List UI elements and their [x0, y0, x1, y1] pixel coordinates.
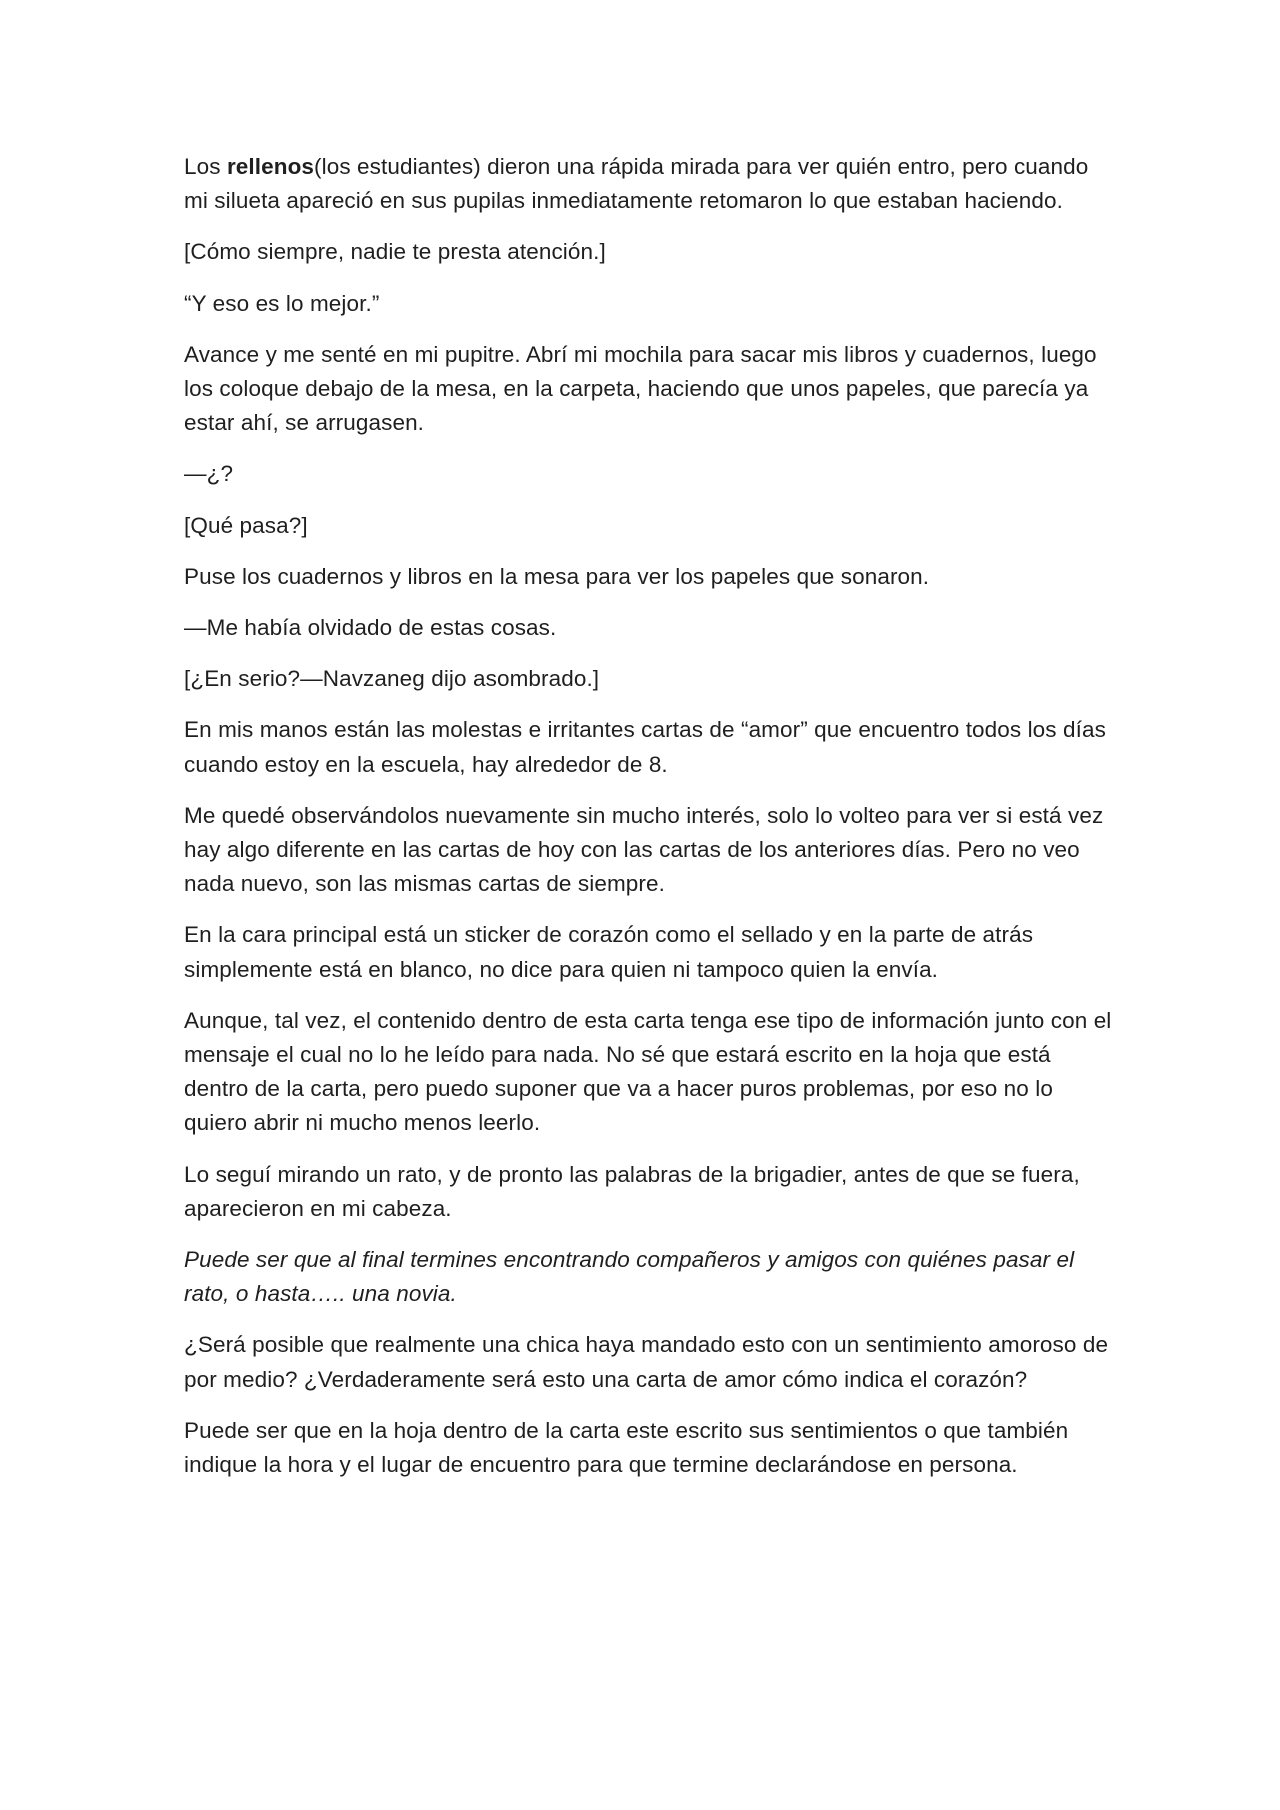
paragraph: Avance y me senté en mi pupitre. Abrí mi mochila para sacar mis libros y cuadernos, luego los coloque debajo de la mesa, en la carpeta, haciendo que unos papeles, que parecía ya estar ahí, se arrugasen. — [184, 341, 1097, 436]
paragraph: [¿En serio?—Navzaneg dijo asombrado.] — [184, 666, 600, 692]
paragraph: —Me había olvidado de estas cosas. — [184, 615, 557, 641]
paragraph: En mis manos están las molestas e irritantes cartas de “amor” que encuentro todos los días cuando estoy en la escuela, hay alrededor de 8. — [184, 717, 1106, 777]
paragraph: Me quedé observándolos nuevamente sin mucho interés, solo lo volteo para ver si está vez hay algo diferente en las cartas de hoy con las cartas de los anteriores días. Pero no veo nada nuevo, son las mismas cartas de siempre. — [184, 802, 1104, 897]
paragraph: [Qué pasa?] — [184, 512, 308, 538]
paragraph-text: (los estudiantes) dieron una rápida mirada para ver quién entro, pero cuando mi silueta apareció en sus pupilas inmediatamente retomaron lo que estaban haciendo. — [184, 154, 1089, 214]
paragraph: “Y eso es lo mejor.” — [184, 290, 380, 316]
bold-term: rellenos — [226, 154, 315, 179]
italic-quote-paragraph: Puede ser que al final termines encontrando compañeros y amigos con quiénes pasar el rato, o hasta….. una novia. — [184, 1247, 1075, 1307]
paragraph-prefix: Los — [184, 154, 227, 179]
paragraph: ¿Será posible que realmente una chica haya mandado esto con un sentimiento amoroso de por medio? ¿Verdaderamente será esto una carta de amor cómo indica el corazón? — [184, 1332, 1109, 1392]
document-body — [184, 150, 1114, 1499]
paragraph: [Cómo siempre, nadie te presta atención.] — [184, 239, 606, 265]
paragraph: Puede ser que en la hoja dentro de la carta este escrito sus sentimientos o que también indique la hora y el lugar de encuentro para que termine declarándose en persona. — [184, 1417, 1069, 1478]
paragraph: Lo seguí mirando un rato, y de pronto las palabras de la brigadier, antes de que se fuera, aparecieron en mi cabeza. — [184, 1161, 1080, 1221]
paragraph: En la cara principal está un sticker de corazón como el sellado y en la parte de atrás simplemente está en blanco, no dice para quien ni tampoco quien la envía. — [184, 922, 1034, 982]
paragraph: Puse los cuadernos y libros en la mesa para ver los papeles que sonaron. — [184, 563, 930, 589]
paragraph: Aunque, tal vez, el contenido dentro de esta carta tenga ese tipo de información junto con el mensaje el cual no lo he leído para nada. No sé que estará escrito en la hoja que está dentro de la carta, pero puedo suponer que va a hacer puros problemas, por eso no lo quiero abrir ni mucho menos leerlo. — [184, 1007, 1112, 1136]
paragraph — [184, 150, 1114, 218]
paragraph: —¿? — [184, 461, 234, 487]
